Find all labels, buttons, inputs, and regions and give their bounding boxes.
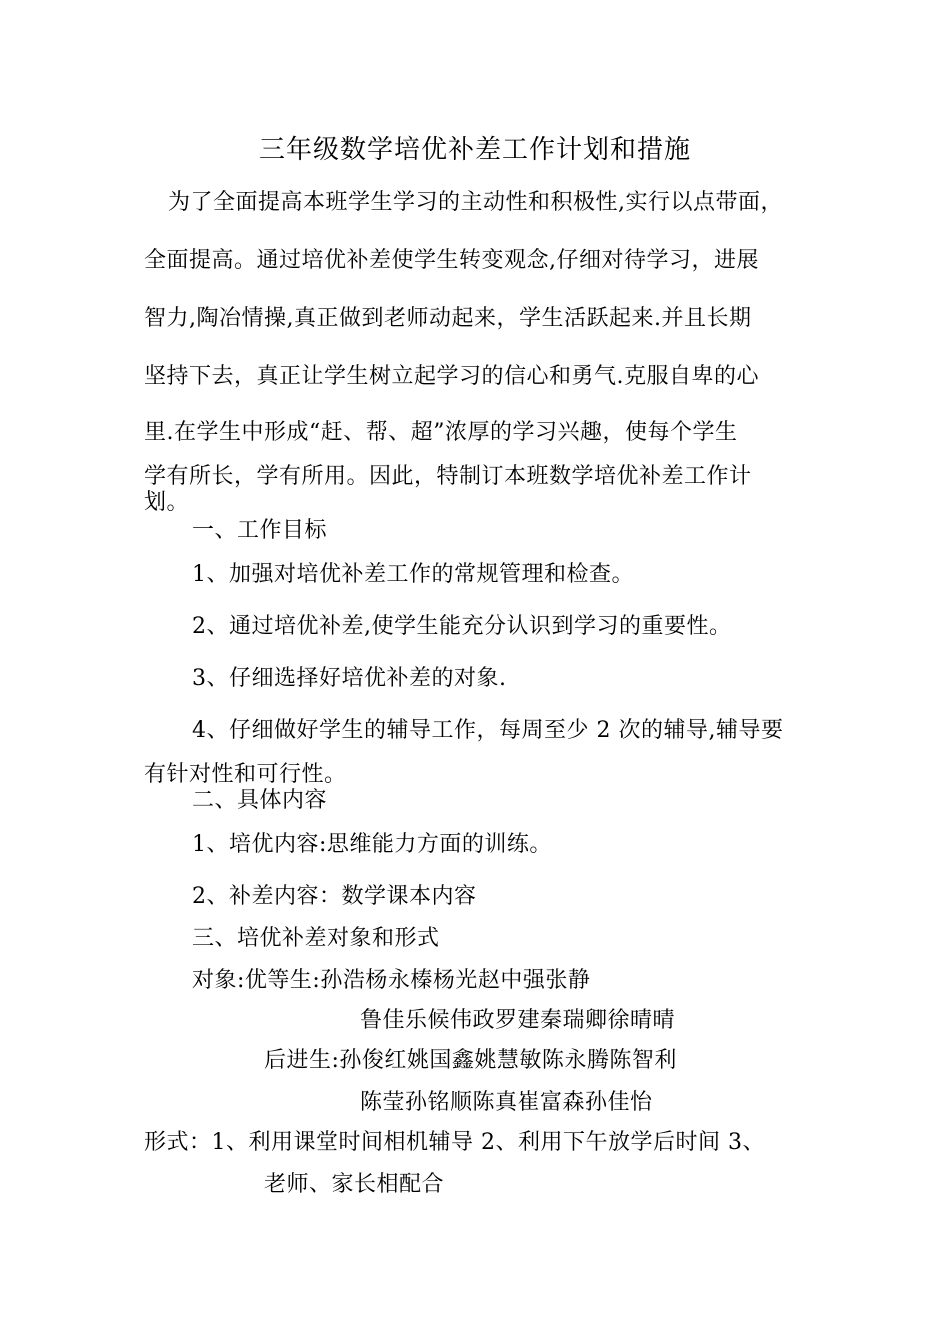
section1-item-4-cont: 有针对性和可行性。 [144,762,347,787]
weak-students-line-1: 后进生:孙俊红姚国鑫姚慧敏陈永腾陈智利 [264,1048,677,1073]
section2-heading: 二、具体内容 [192,788,328,813]
section1-item-4: 4、仔细做好学生的辅导工作，每周至少 2 次的辅导,辅导要 [192,718,784,743]
top-students-line-2: 鲁佳乐候伟政罗建秦瑞卿徐晴晴 [360,1008,676,1033]
section3-heading: 三、培优补差对象和形式 [192,926,440,951]
section1-item-3: 3、仔细选择好培优补差的对象. [192,666,507,691]
section1-item-2: 2、通过培优补差,使学生能充分认识到学习的重要性。 [192,614,732,639]
intro-line-2: 全面提高。通过培优补差使学生转变观念,仔细对待学习，进展 [144,248,759,273]
forms-line-2: 老师、家长相配合 [264,1172,445,1197]
section2-item-2: 2、补差内容：数学课本内容 [192,884,477,909]
section1-heading: 一、工作目标 [192,518,328,543]
intro-line-5: 里.在学生中形成“赶、帮、超”浓厚的学习兴趣，使每个学生 [144,420,738,445]
weak-students-line-2: 陈莹孙铭顺陈真崔富森孙佳怡 [360,1090,653,1115]
top-students-line-1: 对象:优等生:孙浩杨永榛杨光赵中强张静 [192,968,591,993]
forms-line-1: 形式：1、利用课堂时间相机辅导 2、利用下午放学后时间 3、 [144,1130,765,1155]
intro-line-1: 为了全面提高本班学生学习的主动性和积极性,实行以点带面， [168,190,783,215]
intro-line-3: 智力,陶冶情操,真正做到老师动起来，学生活跃起来.并且长期 [144,306,752,331]
intro-line-6: 学有所长，学有所用。因此，特制订本班数学培优补差工作计 [144,464,752,489]
document-title: 三年级数学培优补差工作计划和措施 [258,135,691,165]
section2-item-1: 1、培优内容:思维能力方面的训练。 [192,832,552,857]
section1-item-1: 1、加强对培优补差工作的常规管理和检查。 [192,562,634,587]
intro-line-7: 划。 [144,490,190,515]
intro-line-4: 坚持下去，真正让学生树立起学习的信心和勇气.克服自卑的心 [144,364,759,389]
